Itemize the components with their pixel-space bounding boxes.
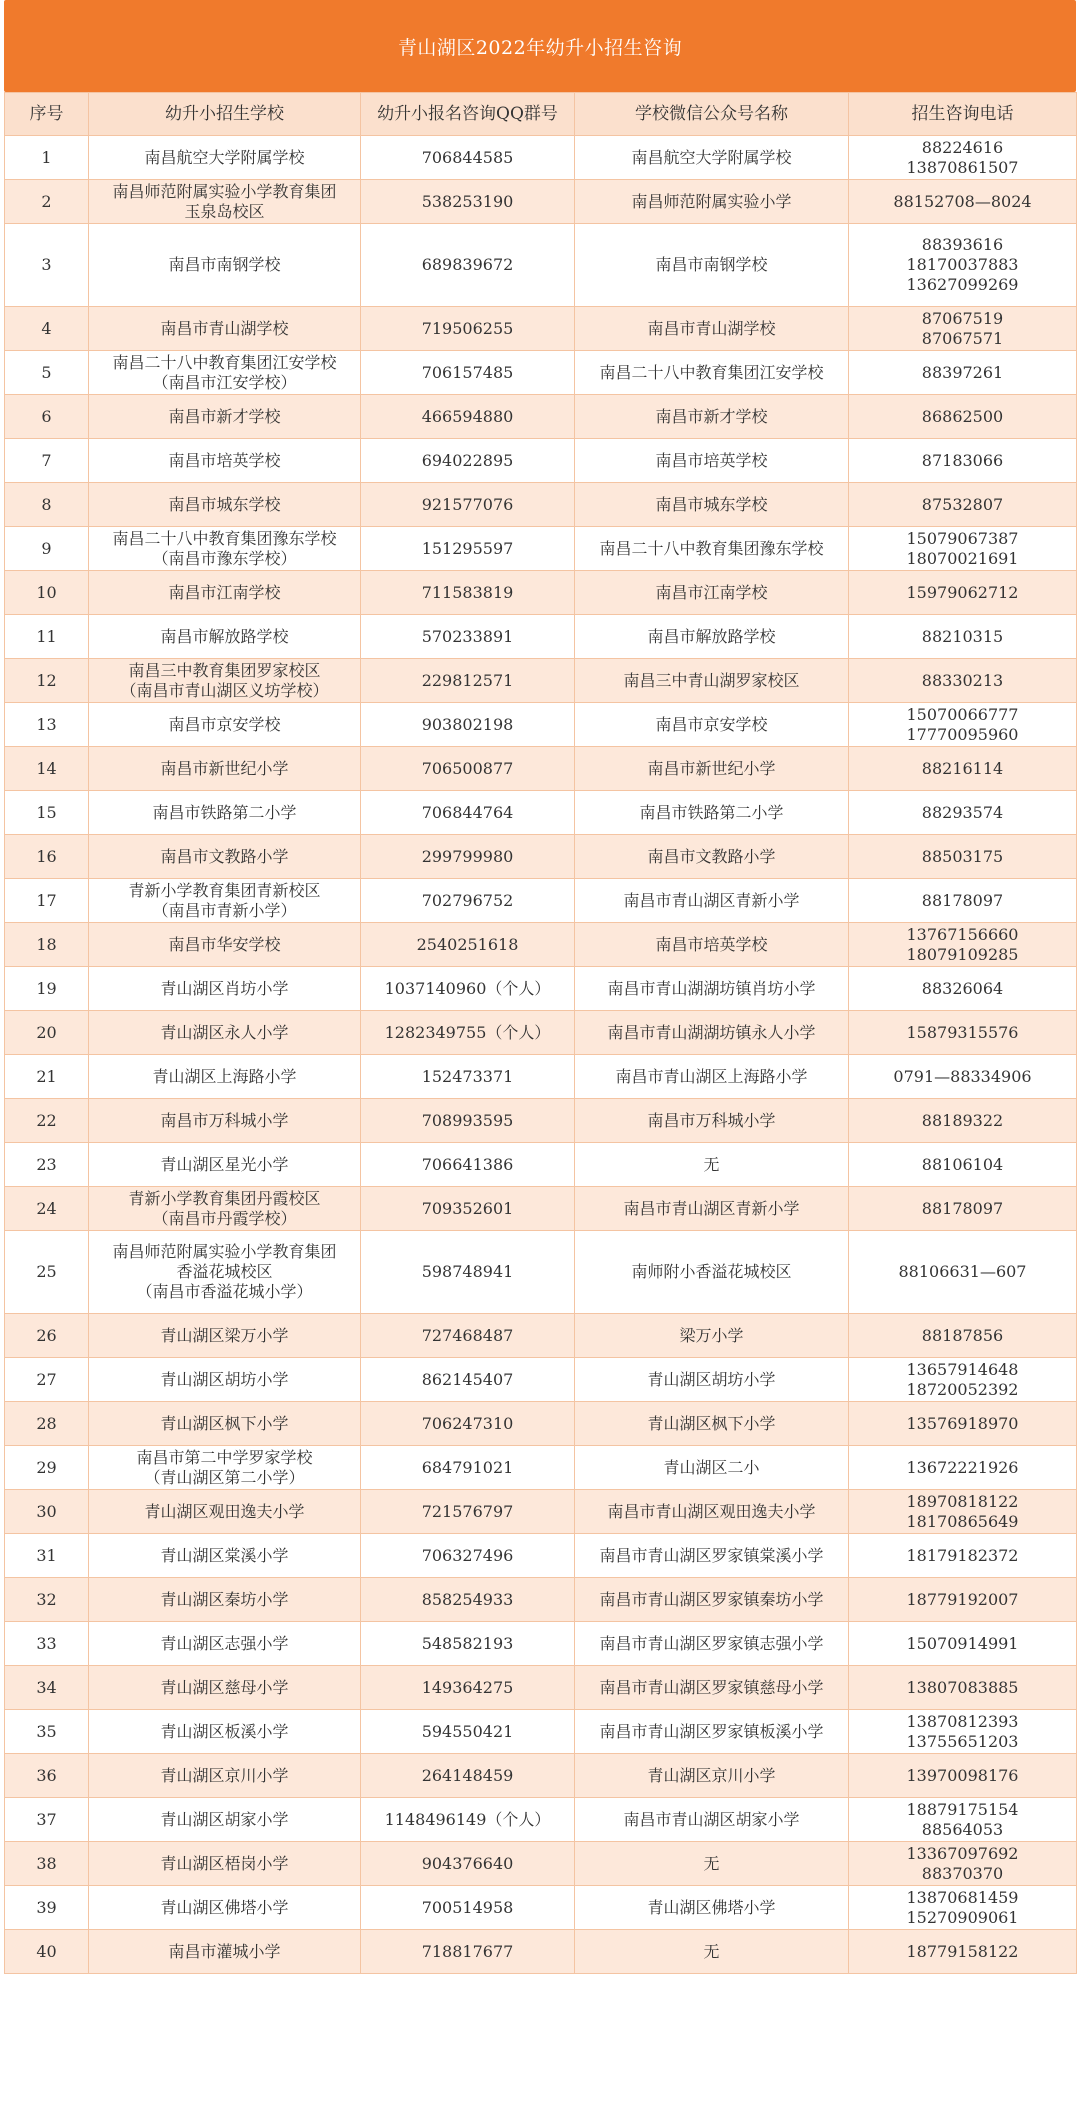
wechat-account: 南昌市培英学校 <box>575 439 849 483</box>
wechat-account: 南昌市青山湖区青新小学 <box>575 1187 849 1231</box>
table-row <box>5 1666 1077 1710</box>
qq-group: 706247310 <box>361 1402 575 1446</box>
school-name: 南昌市培英学校 <box>89 439 361 483</box>
phone-number: 15070066777 17770095960 <box>849 703 1077 747</box>
wechat-account: 南昌三中青山湖罗家校区 <box>575 659 849 703</box>
table-row <box>5 923 1077 967</box>
school-name: 南昌市青山湖学校 <box>89 307 361 351</box>
qq-group: 229812571 <box>361 659 575 703</box>
row-number: 33 <box>5 1622 89 1666</box>
row-number: 16 <box>5 835 89 879</box>
qq-group: 548582193 <box>361 1622 575 1666</box>
wechat-account: 南昌市青山湖学校 <box>575 307 849 351</box>
row-number: 7 <box>5 439 89 483</box>
table-row <box>5 703 1077 747</box>
wechat-account: 南昌市文教路小学 <box>575 835 849 879</box>
school-name: 南昌二十八中教育集团江安学校 （南昌市江安学校） <box>89 351 361 395</box>
row-number: 20 <box>5 1011 89 1055</box>
qq-group: 719506255 <box>361 307 575 351</box>
row-number: 14 <box>5 747 89 791</box>
row-number: 28 <box>5 1402 89 1446</box>
row-number: 19 <box>5 967 89 1011</box>
qq-group: 903802198 <box>361 703 575 747</box>
table-row <box>5 1231 1077 1314</box>
wechat-account: 南昌市铁路第二小学 <box>575 791 849 835</box>
table-row <box>5 136 1077 180</box>
table-row <box>5 1842 1077 1886</box>
row-number: 21 <box>5 1055 89 1099</box>
school-name: 南昌市第二中学罗家学校 （青山湖区第二小学） <box>89 1446 361 1490</box>
wechat-account: 无 <box>575 1842 849 1886</box>
row-number: 1 <box>5 136 89 180</box>
phone-number: 88224616 13870861507 <box>849 136 1077 180</box>
table-row <box>5 527 1077 571</box>
wechat-account: 南昌市新才学校 <box>575 395 849 439</box>
phone-number: 13672221926 <box>849 1446 1077 1490</box>
qq-group: 151295597 <box>361 527 575 571</box>
wechat-account: 南昌市万科城小学 <box>575 1099 849 1143</box>
table-row <box>5 1490 1077 1534</box>
school-name: 南昌市文教路小学 <box>89 835 361 879</box>
table-row <box>5 1622 1077 1666</box>
wechat-account: 南昌市青山湖区罗家镇志强小学 <box>575 1622 849 1666</box>
qq-group: 727468487 <box>361 1314 575 1358</box>
row-number: 34 <box>5 1666 89 1710</box>
row-number: 36 <box>5 1754 89 1798</box>
phone-number: 88393616 18170037883 13627099269 <box>849 224 1077 307</box>
phone-number: 88216114 <box>849 747 1077 791</box>
row-number: 17 <box>5 879 89 923</box>
phone-number: 18779158122 <box>849 1930 1077 1974</box>
wechat-account: 南昌市青山湖区胡家小学 <box>575 1798 849 1842</box>
table-row <box>5 483 1077 527</box>
phone-number: 18179182372 <box>849 1534 1077 1578</box>
school-name: 青山湖区枫下小学 <box>89 1402 361 1446</box>
phone-number: 88187856 <box>849 1314 1077 1358</box>
phone-number: 88397261 <box>849 351 1077 395</box>
table-row <box>5 1446 1077 1490</box>
qq-group: 466594880 <box>361 395 575 439</box>
row-number: 39 <box>5 1886 89 1930</box>
table-row <box>5 1011 1077 1055</box>
qq-group: 152473371 <box>361 1055 575 1099</box>
table-row <box>5 1798 1077 1842</box>
wechat-account: 南昌航空大学附属学校 <box>575 136 849 180</box>
phone-number: 88503175 <box>849 835 1077 879</box>
wechat-account: 南昌市城东学校 <box>575 483 849 527</box>
row-number: 8 <box>5 483 89 527</box>
table-row <box>5 1187 1077 1231</box>
table-row <box>5 1578 1077 1622</box>
qq-group: 598748941 <box>361 1231 575 1314</box>
table-row <box>5 395 1077 439</box>
qq-group: 706844764 <box>361 791 575 835</box>
phone-number: 13657914648 18720052392 <box>849 1358 1077 1402</box>
table-title: 青山湖区2022年幼升小招生咨询 <box>4 0 1076 92</box>
phone-number: 18970818122 18170865649 <box>849 1490 1077 1534</box>
row-number: 27 <box>5 1358 89 1402</box>
enrollment-table <box>4 92 1077 1974</box>
phone-number: 13807083885 <box>849 1666 1077 1710</box>
school-name: 青山湖区京川小学 <box>89 1754 361 1798</box>
school-name: 青山湖区永人小学 <box>89 1011 361 1055</box>
table-row <box>5 835 1077 879</box>
school-name: 南昌二十八中教育集团豫东学校 （南昌市豫东学校） <box>89 527 361 571</box>
page <box>4 0 1076 1974</box>
school-name: 青山湖区胡家小学 <box>89 1798 361 1842</box>
school-name: 青山湖区佛塔小学 <box>89 1886 361 1930</box>
qq-group: 706500877 <box>361 747 575 791</box>
wechat-account: 南昌市江南学校 <box>575 571 849 615</box>
table-row <box>5 1314 1077 1358</box>
school-name: 南昌市华安学校 <box>89 923 361 967</box>
row-number: 37 <box>5 1798 89 1842</box>
school-name: 青山湖区秦坊小学 <box>89 1578 361 1622</box>
phone-number: 15879315576 <box>849 1011 1077 1055</box>
phone-number: 88326064 <box>849 967 1077 1011</box>
phone-number: 15079067387 18070021691 <box>849 527 1077 571</box>
qq-group: 711583819 <box>361 571 575 615</box>
phone-number: 87532807 <box>849 483 1077 527</box>
phone-number: 87067519 87067571 <box>849 307 1077 351</box>
row-number: 29 <box>5 1446 89 1490</box>
school-name: 青山湖区板溪小学 <box>89 1710 361 1754</box>
qq-group: 1282349755（个人） <box>361 1011 575 1055</box>
wechat-account: 梁万小学 <box>575 1314 849 1358</box>
school-name: 南昌师范附属实验小学教育集团 玉泉岛校区 <box>89 180 361 224</box>
header-qq: 幼升小报名咨询QQ群号 <box>361 93 575 136</box>
phone-number: 15070914991 <box>849 1622 1077 1666</box>
row-number: 11 <box>5 615 89 659</box>
school-name: 青山湖区梁万小学 <box>89 1314 361 1358</box>
table-row <box>5 1143 1077 1187</box>
wechat-account: 南昌二十八中教育集团豫东学校 <box>575 527 849 571</box>
table-row <box>5 879 1077 923</box>
qq-group: 721576797 <box>361 1490 575 1534</box>
header-school: 幼升小招生学校 <box>89 93 361 136</box>
wechat-account: 南昌师范附属实验小学 <box>575 180 849 224</box>
qq-group: 700514958 <box>361 1886 575 1930</box>
wechat-account: 青山湖区京川小学 <box>575 1754 849 1798</box>
wechat-account: 南昌市青山湖区罗家镇板溪小学 <box>575 1710 849 1754</box>
qq-group: 684791021 <box>361 1446 575 1490</box>
wechat-account: 南昌市青山湖区上海路小学 <box>575 1055 849 1099</box>
row-number: 18 <box>5 923 89 967</box>
wechat-account: 南昌二十八中教育集团江安学校 <box>575 351 849 395</box>
school-name: 南昌市南钢学校 <box>89 224 361 307</box>
school-name: 青山湖区观田逸夫小学 <box>89 1490 361 1534</box>
phone-number: 88178097 <box>849 879 1077 923</box>
table-row <box>5 180 1077 224</box>
row-number: 2 <box>5 180 89 224</box>
header-wechat: 学校微信公众号名称 <box>575 93 849 136</box>
row-number: 32 <box>5 1578 89 1622</box>
school-name: 青新小学教育集团青新校区 （南昌市青新小学） <box>89 879 361 923</box>
qq-group: 299799980 <box>361 835 575 879</box>
qq-group: 706327496 <box>361 1534 575 1578</box>
school-name: 南昌市新才学校 <box>89 395 361 439</box>
table-row <box>5 967 1077 1011</box>
school-name: 青山湖区胡坊小学 <box>89 1358 361 1402</box>
phone-number: 86862500 <box>849 395 1077 439</box>
row-number: 5 <box>5 351 89 395</box>
wechat-account: 南昌市青山湖区观田逸夫小学 <box>575 1490 849 1534</box>
row-number: 4 <box>5 307 89 351</box>
row-number: 12 <box>5 659 89 703</box>
header-no: 序号 <box>5 93 89 136</box>
header-phone: 招生咨询电话 <box>849 93 1077 136</box>
table-row <box>5 1930 1077 1974</box>
row-number: 3 <box>5 224 89 307</box>
qq-group: 706641386 <box>361 1143 575 1187</box>
phone-number: 88152708—8024 <box>849 180 1077 224</box>
table-row <box>5 224 1077 307</box>
school-name: 南昌市江南学校 <box>89 571 361 615</box>
qq-group: 264148459 <box>361 1754 575 1798</box>
school-name: 南昌三中教育集团罗家校区 （南昌市青山湖区义坊学校） <box>89 659 361 703</box>
qq-group: 921577076 <box>361 483 575 527</box>
phone-number: 18879175154 88564053 <box>849 1798 1077 1842</box>
table-row <box>5 439 1077 483</box>
table-row <box>5 1754 1077 1798</box>
row-number: 26 <box>5 1314 89 1358</box>
wechat-account: 青山湖区佛塔小学 <box>575 1886 849 1930</box>
school-name: 南昌市万科城小学 <box>89 1099 361 1143</box>
school-name: 南昌市城东学校 <box>89 483 361 527</box>
row-number: 30 <box>5 1490 89 1534</box>
wechat-account: 南昌市培英学校 <box>575 923 849 967</box>
wechat-account: 南昌市南钢学校 <box>575 224 849 307</box>
table-row <box>5 1099 1077 1143</box>
phone-number: 13576918970 <box>849 1402 1077 1446</box>
phone-number: 0791—88334906 <box>849 1055 1077 1099</box>
row-number: 13 <box>5 703 89 747</box>
phone-number: 13367097692 88370370 <box>849 1842 1077 1886</box>
row-number: 6 <box>5 395 89 439</box>
school-name: 南昌师范附属实验小学教育集团 香溢花城校区 （南昌市香溢花城小学） <box>89 1231 361 1314</box>
row-number: 22 <box>5 1099 89 1143</box>
school-name: 南昌航空大学附属学校 <box>89 136 361 180</box>
phone-number: 88330213 <box>849 659 1077 703</box>
phone-number: 13970098176 <box>849 1754 1077 1798</box>
row-number: 35 <box>5 1710 89 1754</box>
phone-number: 15979062712 <box>849 571 1077 615</box>
table-row <box>5 1055 1077 1099</box>
table-row <box>5 615 1077 659</box>
table-row <box>5 1534 1077 1578</box>
school-name: 南昌市新世纪小学 <box>89 747 361 791</box>
phone-number: 88106631—607 <box>849 1231 1077 1314</box>
wechat-account: 无 <box>575 1930 849 1974</box>
row-number: 25 <box>5 1231 89 1314</box>
wechat-account: 青山湖区胡坊小学 <box>575 1358 849 1402</box>
qq-group: 904376640 <box>361 1842 575 1886</box>
qq-group: 594550421 <box>361 1710 575 1754</box>
school-name: 南昌市灌城小学 <box>89 1930 361 1974</box>
school-name: 青山湖区梧岗小学 <box>89 1842 361 1886</box>
table-row <box>5 351 1077 395</box>
row-number: 24 <box>5 1187 89 1231</box>
table-row <box>5 307 1077 351</box>
school-name: 南昌市京安学校 <box>89 703 361 747</box>
table-row <box>5 791 1077 835</box>
school-name: 青山湖区星光小学 <box>89 1143 361 1187</box>
row-number: 23 <box>5 1143 89 1187</box>
qq-group: 689839672 <box>361 224 575 307</box>
header-row <box>5 93 1077 136</box>
school-name: 青山湖区肖坊小学 <box>89 967 361 1011</box>
wechat-account: 南昌市解放路学校 <box>575 615 849 659</box>
wechat-account: 南昌市青山湖区青新小学 <box>575 879 849 923</box>
qq-group: 2540251618 <box>361 923 575 967</box>
wechat-account: 南昌市新世纪小学 <box>575 747 849 791</box>
school-name: 青新小学教育集团丹霞校区 （南昌市丹霞学校） <box>89 1187 361 1231</box>
qq-group: 149364275 <box>361 1666 575 1710</box>
qq-group: 862145407 <box>361 1358 575 1402</box>
school-name: 青山湖区棠溪小学 <box>89 1534 361 1578</box>
table-row <box>5 1358 1077 1402</box>
wechat-account: 南师附小香溢花城校区 <box>575 1231 849 1314</box>
phone-number: 88106104 <box>849 1143 1077 1187</box>
row-number: 10 <box>5 571 89 615</box>
qq-group: 858254933 <box>361 1578 575 1622</box>
phone-number: 88293574 <box>849 791 1077 835</box>
wechat-account: 南昌市京安学校 <box>575 703 849 747</box>
qq-group: 694022895 <box>361 439 575 483</box>
school-name: 南昌市解放路学校 <box>89 615 361 659</box>
table-row <box>5 1402 1077 1446</box>
wechat-account: 南昌市青山湖区罗家镇秦坊小学 <box>575 1578 849 1622</box>
phone-number: 88189322 <box>849 1099 1077 1143</box>
table-row <box>5 1710 1077 1754</box>
row-number: 9 <box>5 527 89 571</box>
wechat-account: 南昌市青山湖湖坊镇肖坊小学 <box>575 967 849 1011</box>
qq-group: 709352601 <box>361 1187 575 1231</box>
school-name: 青山湖区慈母小学 <box>89 1666 361 1710</box>
qq-group: 570233891 <box>361 615 575 659</box>
table-row <box>5 659 1077 703</box>
qq-group: 708993595 <box>361 1099 575 1143</box>
qq-group: 706844585 <box>361 136 575 180</box>
wechat-account: 青山湖区二小 <box>575 1446 849 1490</box>
school-name: 青山湖区志强小学 <box>89 1622 361 1666</box>
phone-number: 13767156660 18079109285 <box>849 923 1077 967</box>
row-number: 15 <box>5 791 89 835</box>
wechat-account: 南昌市青山湖区罗家镇慈母小学 <box>575 1666 849 1710</box>
qq-group: 702796752 <box>361 879 575 923</box>
phone-number: 88210315 <box>849 615 1077 659</box>
wechat-account: 青山湖区枫下小学 <box>575 1402 849 1446</box>
qq-group: 706157485 <box>361 351 575 395</box>
table-row <box>5 571 1077 615</box>
wechat-account: 南昌市青山湖湖坊镇永人小学 <box>575 1011 849 1055</box>
phone-number: 87183066 <box>849 439 1077 483</box>
school-name: 青山湖区上海路小学 <box>89 1055 361 1099</box>
school-name: 南昌市铁路第二小学 <box>89 791 361 835</box>
wechat-account: 无 <box>575 1143 849 1187</box>
qq-group: 718817677 <box>361 1930 575 1974</box>
phone-number: 13870812393 13755651203 <box>849 1710 1077 1754</box>
phone-number: 18779192007 <box>849 1578 1077 1622</box>
phone-number: 88178097 <box>849 1187 1077 1231</box>
table-body <box>5 136 1077 1974</box>
phone-number: 13870681459 15270909061 <box>849 1886 1077 1930</box>
table-row <box>5 747 1077 791</box>
qq-group: 1037140960（个人） <box>361 967 575 1011</box>
qq-group: 1148496149（个人） <box>361 1798 575 1842</box>
table-row <box>5 1886 1077 1930</box>
wechat-account: 南昌市青山湖区罗家镇棠溪小学 <box>575 1534 849 1578</box>
row-number: 40 <box>5 1930 89 1974</box>
row-number: 38 <box>5 1842 89 1886</box>
row-number: 31 <box>5 1534 89 1578</box>
qq-group: 538253190 <box>361 180 575 224</box>
